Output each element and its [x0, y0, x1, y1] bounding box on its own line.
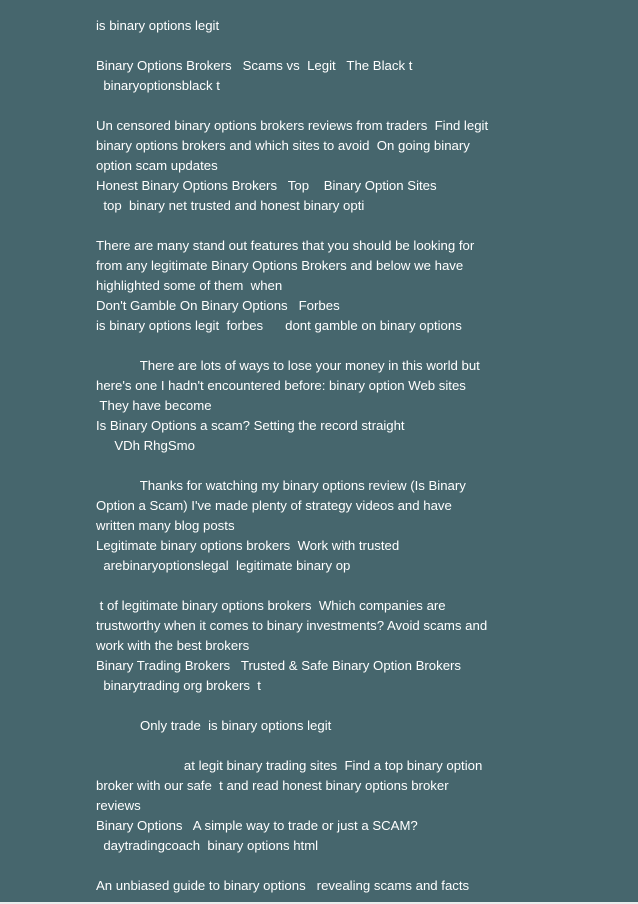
text-line: Don't Gamble On Binary Options Forbes	[96, 298, 340, 313]
text-line: at legit binary trading sites Find a top binary option	[96, 758, 483, 773]
text-line: They have become	[96, 398, 212, 413]
text-line	[96, 456, 538, 476]
text-line	[96, 336, 538, 356]
text-line: trustworthy when it comes to binary investments? Avoid scams and	[96, 618, 488, 633]
text-line: Thanks for watching my binary options review (Is Binary	[96, 478, 466, 493]
text-line: Option a Scam) I've made plenty of strategy videos and have	[96, 498, 452, 513]
text-line: work with the best brokers	[96, 638, 250, 653]
text-line: There are many stand out features that you should be looking for	[96, 238, 475, 253]
text-line	[96, 696, 538, 716]
text-line: written many blog posts	[96, 518, 235, 533]
text-line: is binary options legit	[96, 18, 220, 33]
text-line	[96, 576, 538, 596]
text-line: top binary net trusted and honest binary opti	[96, 198, 365, 213]
text-line: VDh RhgSmo	[96, 438, 195, 453]
text-line: Binary Trading Brokers Trusted & Safe Binary Option Brokers	[96, 658, 462, 673]
text-line	[96, 216, 538, 236]
text-line: is binary options legit forbes dont gamble on binary options	[96, 318, 462, 333]
text-line	[96, 736, 538, 756]
text-line: Legitimate binary options brokers Work with trusted	[96, 538, 400, 553]
text-line: There are lots of ways to lose your money in this world but	[96, 358, 480, 373]
text-line	[96, 96, 538, 116]
text-line: Honest Binary Options Brokers Top Binary Option Sites	[96, 178, 437, 193]
text-line: An unbiased guide to binary options revealing scams and facts	[96, 878, 470, 893]
text-line: t of legitimate binary options brokers Which companies are	[96, 598, 446, 613]
document-body	[96, 16, 538, 896]
text-line: Un censored binary options brokers reviews from traders Find legit	[96, 118, 489, 133]
text-line: binaryoptionsblack t	[96, 78, 220, 93]
text-line: arebinaryoptionslegal legitimate binary op	[96, 558, 351, 573]
text-line: broker with our safe t and read honest binary options broker	[96, 778, 449, 793]
text-line	[96, 36, 538, 56]
text-line: daytradingcoach binary options html	[96, 838, 319, 853]
text-line	[96, 856, 538, 876]
text-line: from any legitimate Binary Options Brokers and below we have	[96, 258, 464, 273]
text-line: option scam updates	[96, 158, 218, 173]
text-line: Is Binary Options a scam? Setting the record straight	[96, 418, 405, 433]
text-line: binary options brokers and which sites to avoid On going binary	[96, 138, 470, 153]
text-line: highlighted some of them when	[96, 278, 283, 293]
text-line: Binary Options A simple way to trade or just a SCAM?	[96, 818, 418, 833]
text-line: Binary Options Brokers Scams vs Legit The Black t	[96, 58, 413, 73]
text-line: here's one I hadn't encountered before: binary option Web sites	[96, 378, 466, 393]
text-line: reviews	[96, 798, 141, 813]
text-line: Only trade is binary options legit	[96, 718, 332, 733]
text-line: binarytrading org brokers t	[96, 678, 261, 693]
